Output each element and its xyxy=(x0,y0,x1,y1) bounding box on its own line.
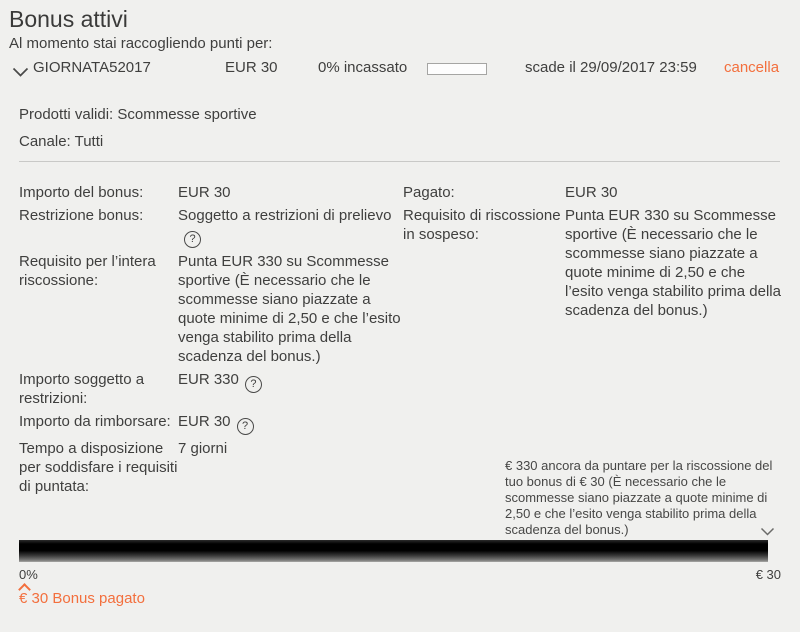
detail-value: EUR 30 xyxy=(178,184,231,201)
help-icon[interactable]: ? xyxy=(245,376,262,393)
detail-label: Importo del bonus: xyxy=(19,184,144,201)
detail-label: Importo da rimborsare: xyxy=(19,413,171,430)
details-left-column xyxy=(19,183,403,496)
channel-text: Canale: Tutti xyxy=(19,133,104,150)
section-divider xyxy=(19,161,780,162)
bonus-amount: EUR 30 xyxy=(225,59,278,76)
detail-value-text: EUR 330 xyxy=(178,371,239,388)
bonus-row xyxy=(0,59,800,79)
detail-label: Tempo a disposizione per soddisfare i requisiti di puntata: xyxy=(19,440,178,495)
progress-min-label: 0% xyxy=(19,567,38,582)
detail-value: Punta EUR 330 su Scommesse sportive (È necessario che le scommesse siano piazzate a quote minime di 2,50 e che l’esito venga stabilito prima della scadenza del bonus.) xyxy=(565,207,781,319)
page-title: Bonus attivi xyxy=(9,6,128,32)
detail-value: EUR 30 xyxy=(565,184,618,201)
help-icon[interactable]: ? xyxy=(184,231,201,248)
detail-label: Importo soggetto a restrizioni: xyxy=(19,371,145,407)
detail-value-text: Soggetto a restrizioni di prelievo xyxy=(178,207,392,224)
bonus-progress-track xyxy=(19,540,768,562)
cancel-bonus-link[interactable]: cancella xyxy=(724,59,780,76)
progress-max-label: € 30 xyxy=(755,567,781,582)
detail-label: Requisito per l’intera riscossione: xyxy=(19,253,156,289)
help-icon[interactable]: ? xyxy=(237,418,254,435)
bonus-progress-text: 0% incassato xyxy=(318,59,408,76)
detail-value xyxy=(178,206,403,248)
progress-note: € 330 ancora da puntare per la riscossione del tuo bonus di € 30 (È necessario che le scommesse siano piazzate a quote minime di 2,50 e che l’esito venga stabilito prima della scadenza del bonus.) xyxy=(505,458,773,537)
detail-label: Restrizione bonus: xyxy=(19,207,144,224)
detail-label: Pagato: xyxy=(403,184,455,201)
bonus-mini-progress-bar xyxy=(427,63,487,75)
chevron-down-icon[interactable] xyxy=(12,64,29,81)
detail-label: Requisito di riscossione in sospeso: xyxy=(403,207,561,243)
bonus-paid-marker: € 30 Bonus pagato xyxy=(19,590,145,607)
detail-value: 7 giorni xyxy=(178,440,228,457)
detail-value-text: EUR 30 xyxy=(178,413,231,430)
note-chevron-down-icon[interactable] xyxy=(760,523,775,540)
bonus-name: GIORNATA52017 xyxy=(33,59,151,76)
details-right-column xyxy=(403,183,781,320)
valid-products-text: Prodotti validi: Scommesse sportive xyxy=(19,106,257,123)
bonus-expiry: scade il 29/09/2017 23:59 xyxy=(525,59,697,76)
detail-value xyxy=(178,412,403,435)
detail-value: Punta EUR 330 su Scommesse sportive (È necessario che le scommesse siano piazzate a quote minime di 2,50 e che l’esito venga stabilito prima della scadenza del bonus.) xyxy=(178,253,401,365)
detail-value xyxy=(178,370,403,408)
page-subtitle: Al momento stai raccogliendo punti per: xyxy=(9,35,273,52)
